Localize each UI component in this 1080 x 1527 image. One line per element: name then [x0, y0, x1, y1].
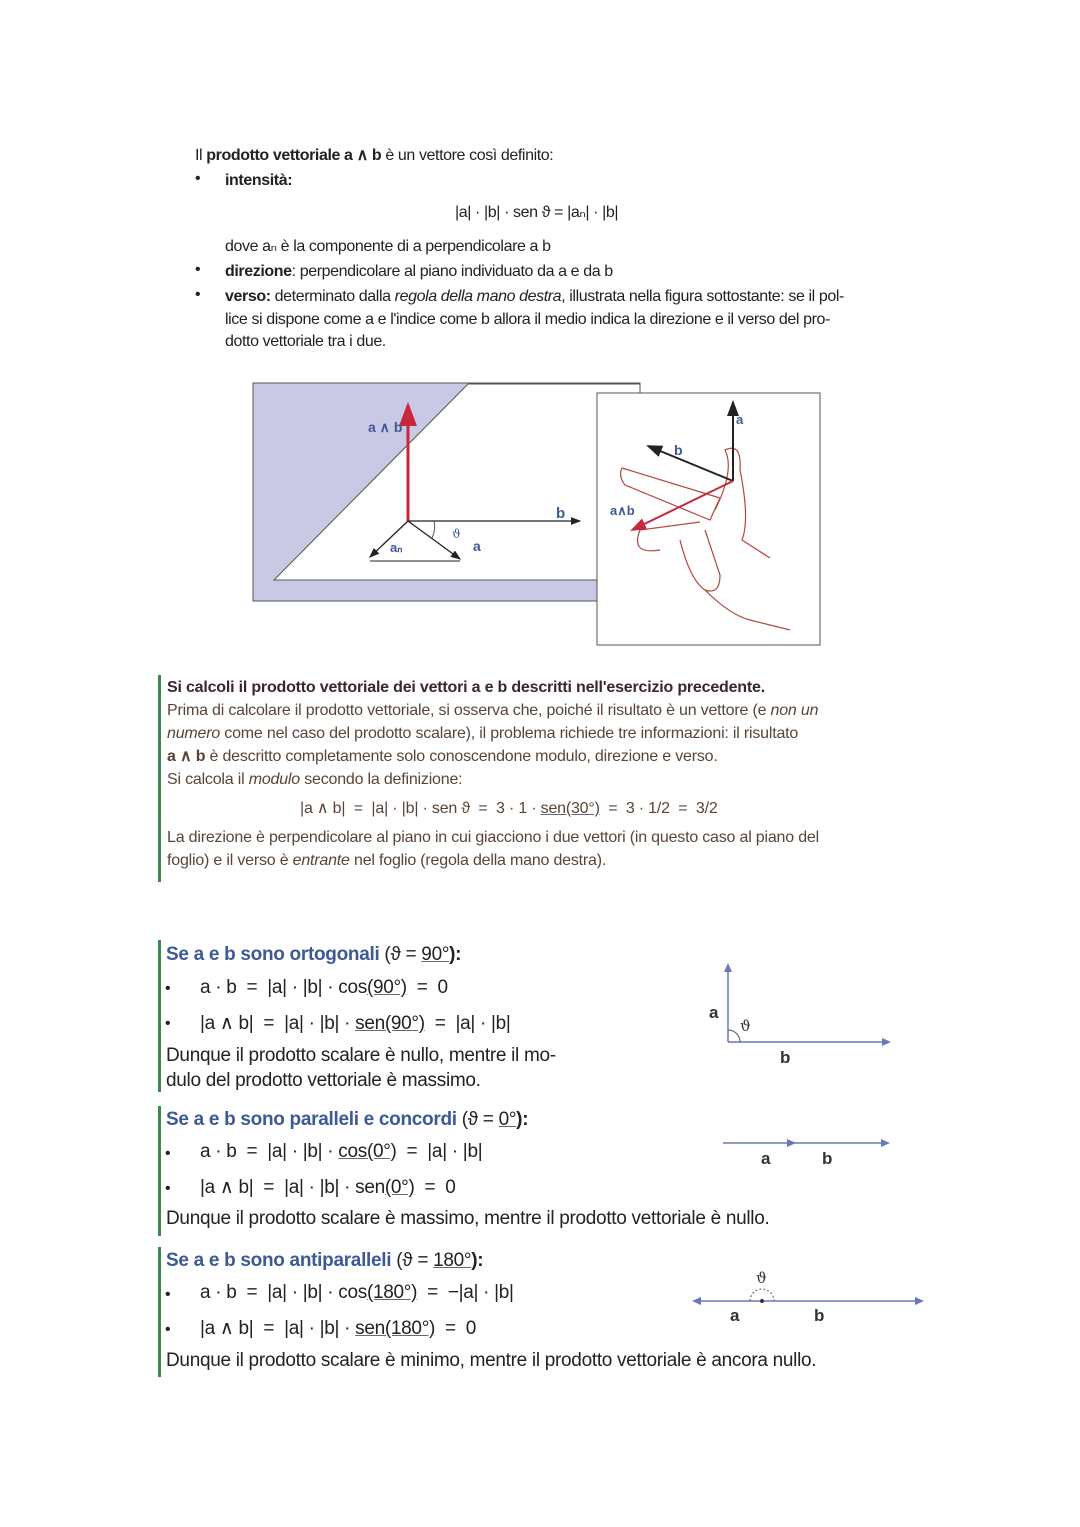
case-parallel-title [166, 1109, 528, 1131]
intensity-note: dove aₙ è la componente di a perpendicolare a b [225, 238, 551, 255]
case-bar [158, 940, 161, 1092]
text: (ϑ = [379, 944, 422, 965]
label-a: a [730, 1306, 740, 1325]
heading: Se a e b sono paralleli e concordi [166, 1109, 457, 1130]
bullet: • [195, 170, 201, 187]
text: |a ∧ b| = |a| · |b| · [200, 1013, 356, 1034]
orthogonal-diagram [700, 960, 900, 1070]
verse-line [225, 285, 844, 309]
right-hand-rule-figure [250, 380, 830, 650]
case-parallel-conclusion: Dunque il prodotto scalare è massimo, mentre il prodotto vettoriale è nullo. [166, 1208, 770, 1229]
label-theta: ϑ [452, 527, 461, 541]
text: = 0 [435, 1318, 477, 1339]
antiparallel-diagram [688, 1265, 928, 1325]
text: = −|a| · |b| [417, 1282, 514, 1303]
text: sen(180°) [355, 1318, 436, 1339]
text: a · b = |a| · |b| · cos [200, 1282, 367, 1303]
text: (180°) [366, 1282, 418, 1303]
example-p4 [167, 768, 819, 791]
text: = 3 · 1/2 = 3/2 [599, 800, 718, 817]
bullet: • [195, 261, 201, 278]
verse-line-2: lice si dispone come a e l'indice come b allora il medio indica la direzione e il verso del pro- [225, 311, 830, 328]
bullet: • [165, 1321, 171, 1338]
text: sen(30°) [540, 800, 600, 817]
text: ): [516, 1109, 529, 1130]
bullet: • [165, 980, 171, 997]
text: a · b = |a| · |b| · cos [200, 977, 367, 998]
label: direzione [225, 263, 292, 280]
case-orthogonal-cross [200, 1012, 511, 1035]
text: ): [471, 1250, 484, 1271]
italic: modulo [248, 771, 300, 788]
bullet: • [165, 1180, 171, 1197]
text: 180° [433, 1250, 472, 1271]
example-bar [158, 675, 161, 882]
text: (ϑ = [456, 1109, 499, 1130]
intro-line [195, 144, 553, 168]
text: è un vettore così definito: [381, 147, 554, 164]
label-an: aₙ [390, 540, 403, 555]
text: = |a| · |b| [396, 1141, 483, 1162]
text: foglio) e il verso è [167, 852, 293, 869]
text: cos(0°) [338, 1141, 397, 1162]
case-antiparallel-dot [200, 1282, 514, 1304]
text: determinato dalla [270, 288, 395, 305]
intensity-formula: |a| · |b| · sen ϑ = |aₙ| · |b| [455, 204, 619, 221]
case-bar [158, 1247, 161, 1377]
text: = 0 [414, 1177, 456, 1198]
label-b: b [822, 1149, 833, 1168]
hand-label-cross: a∧b [610, 503, 635, 518]
case-parallel-cross [200, 1176, 455, 1199]
text: come nel caso del prodotto scalare), il problema richiede tre informazioni: il risultato [220, 725, 799, 742]
text: ): [449, 944, 462, 965]
text: |a ∧ b| = |a| · |b| · [200, 1318, 356, 1339]
label-a: a [473, 538, 481, 554]
italic: numero [167, 725, 221, 742]
example-p2 [167, 722, 819, 745]
label-cross: a ∧ b [368, 419, 403, 435]
text: |a ∧ b| = |a| · |b| · sen ϑ = 3 · 1 · [300, 800, 541, 817]
case-antiparallel-title [166, 1250, 483, 1272]
text: dulo del prodotto vettoriale è massimo. [166, 1070, 481, 1091]
label-a: a [709, 1003, 719, 1022]
italic: regola della mano destra [394, 288, 562, 305]
text: (90°) [366, 977, 407, 998]
bullet: • [165, 1015, 171, 1032]
example-p3 [167, 745, 819, 768]
example-formula [167, 797, 819, 820]
text: Prima di calcolare il prodotto vettoriale, si osserva che, poiché il risultato è un vettore (e [167, 702, 771, 719]
term-bold: prodotto vettoriale a ∧ b [206, 147, 382, 164]
case-antiparallel-cross [200, 1317, 476, 1340]
verse-line-3: dotto vettoriale tra i due. [225, 333, 386, 350]
bold: a ∧ b [167, 748, 206, 765]
text: 90° [421, 944, 450, 965]
heading: Se a e b sono ortogonali [166, 944, 380, 965]
text: Si calcola il [167, 771, 249, 788]
heading: Se a e b sono antiparalleli [166, 1250, 392, 1271]
label: intensità: [225, 172, 293, 189]
hand-label-b: b [674, 442, 683, 458]
text: = |a| · |b| [424, 1013, 511, 1034]
intensity-label [225, 169, 292, 193]
label-b: b [814, 1306, 825, 1325]
text: sen(90°) [355, 1013, 425, 1034]
example-block [167, 676, 819, 872]
example-p1 [167, 699, 819, 722]
label-b: b [556, 505, 566, 522]
label-theta: ϑ [756, 1269, 767, 1287]
example-title: Si calcoli il prodotto vettoriale dei vettori a e b descritti nell'esercizio precedente. [167, 679, 765, 696]
text: : perpendicolare al piano individuato da a e da b [291, 263, 613, 280]
case-orthogonal-conclusion [166, 1043, 556, 1093]
hand-label-a: a [736, 412, 744, 427]
bullet: • [165, 1286, 171, 1303]
example-p5: La direzione è perpendicolare al piano in cui giacciono i due vettori (in questo caso al piano del [167, 829, 819, 846]
text: Dunque il prodotto scalare è nullo, mentre il mo- [166, 1045, 556, 1066]
label-theta: ϑ [740, 1017, 751, 1035]
case-orthogonal-title [166, 944, 461, 966]
text: è descritto completamente solo conoscendone modulo, direzione e verso. [205, 748, 718, 765]
case-antiparallel-conclusion: Dunque il prodotto scalare è minimo, mentre il prodotto vettoriale è ancora nullo. [166, 1350, 817, 1371]
case-orthogonal-dot [200, 977, 448, 999]
text: , illustrata nella figura sottostante: se il pol- [561, 288, 844, 305]
text: (ϑ = [391, 1250, 434, 1271]
parallel-diagram [715, 1130, 900, 1175]
text: secondo la definizione: [299, 771, 463, 788]
text: |a ∧ b| = |a| · |b| · sen [200, 1177, 385, 1198]
bullet: • [195, 286, 201, 303]
case-bar [158, 1106, 161, 1236]
label-b: b [780, 1048, 791, 1067]
text: a · b = |a| · |b| · [200, 1141, 339, 1162]
bullet: • [165, 1145, 171, 1162]
text: Il [195, 147, 207, 164]
italic: entrante [292, 852, 350, 869]
italic: non un [770, 702, 819, 719]
text: nel foglio (regola della mano destra). [349, 852, 607, 869]
text: 0° [498, 1109, 517, 1130]
case-parallel-dot [200, 1141, 482, 1163]
text: (0°) [384, 1177, 415, 1198]
text: = 0 [406, 977, 448, 998]
label: verso: [225, 288, 271, 305]
label-a: a [761, 1149, 771, 1168]
direction-line [225, 260, 613, 284]
example-p6 [167, 849, 819, 872]
